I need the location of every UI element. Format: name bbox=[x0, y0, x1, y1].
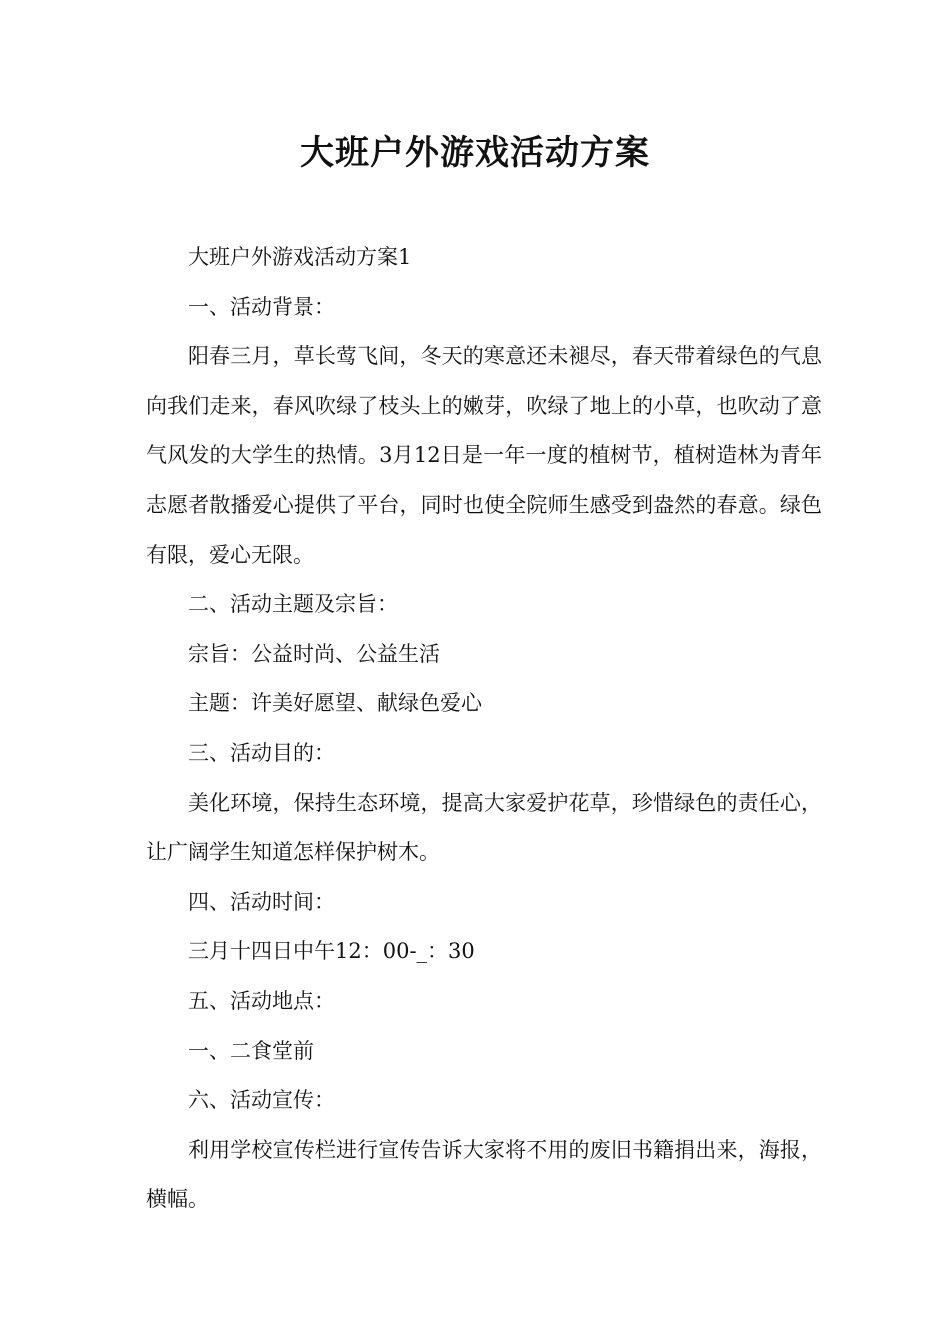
background-paragraph: 阳春三月，草长莺飞间，冬天的寒意还未褪尽，春天带着绿色的气息向我们走来，春风吹绿了枝头上的嫩芽，吹绿了地上的小草，也吹动了意气风发的大学生的热情。3月12日是一年一度的植树节，植树造林为青年志愿者散播爱心提供了平台，同时也使全院师生感受到盎然的春意。绿色有限，爱心无限。 bbox=[146, 344, 822, 567]
section-heading-publicity: 六、活动宣传： bbox=[188, 1088, 335, 1113]
purpose-line: 宗旨：公益时尚、公益生活 bbox=[188, 641, 440, 666]
publicity-paragraph: 利用学校宣传栏进行宣传告诉大家将不用的废旧书籍捐出来，海报，横幅。 bbox=[146, 1137, 822, 1212]
section-heading-theme: 二、活动主题及宗旨： bbox=[188, 592, 398, 617]
document-title: 大班户外游戏活动方案 bbox=[300, 133, 650, 173]
location-line: 一、二食堂前 bbox=[188, 1038, 314, 1063]
section-heading-time: 四、活动时间： bbox=[188, 889, 335, 914]
subtitle-paragraph: 大班户外游戏活动方案1 bbox=[188, 245, 412, 269]
section-heading-background: 一、活动背景： bbox=[188, 294, 335, 319]
section-heading-location: 五、活动地点： bbox=[188, 988, 335, 1013]
section-heading-goal: 三、活动目的： bbox=[188, 740, 335, 765]
time-line: 三月十四日中午12：00-_：30 bbox=[188, 939, 475, 964]
document-body bbox=[146, 233, 822, 1225]
theme-line: 主题：许美好愿望、献绿色爱心 bbox=[188, 691, 482, 716]
goal-paragraph: 美化环境，保持生态环境，提高大家爱护花草，珍惜绿色的责任心，让广阔学生知道怎样保护树木。 bbox=[146, 790, 822, 865]
